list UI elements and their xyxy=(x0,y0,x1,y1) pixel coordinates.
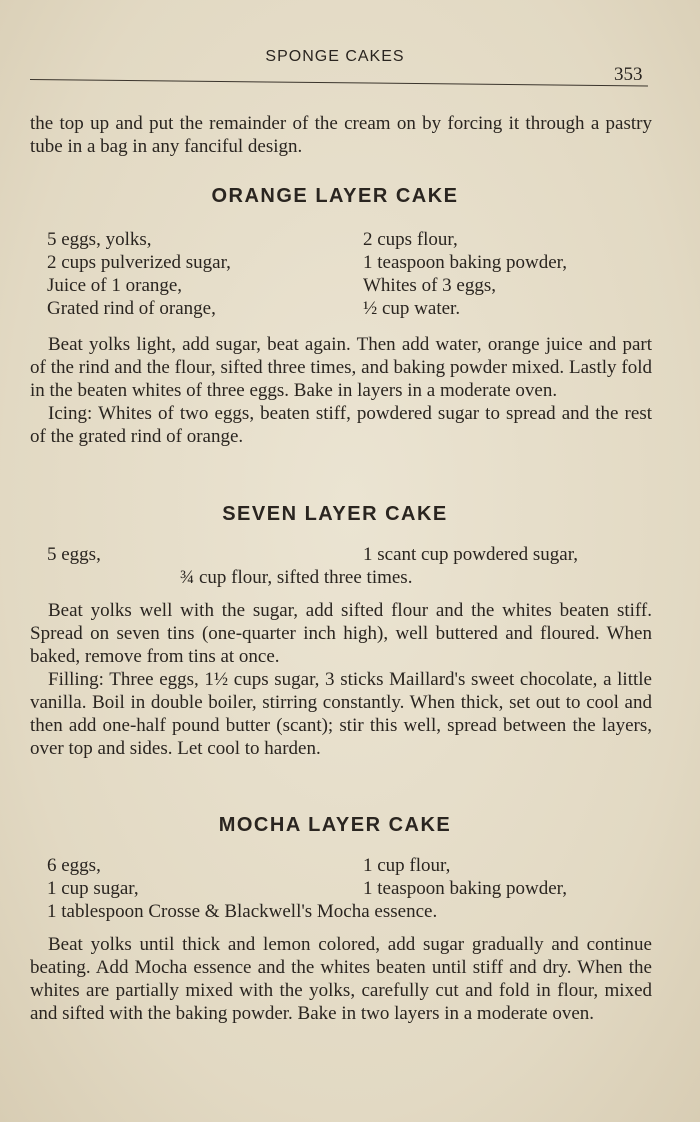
ingredient-item: 1 teaspoon baking powder, xyxy=(363,878,567,899)
icing-text: Whites of two eggs, beaten stiff, powdered sugar to spread and the rest of the grated rind of orange. xyxy=(30,403,652,447)
ingredient-item: 5 eggs, yolks, xyxy=(47,229,152,250)
intro-paragraph-block xyxy=(30,112,652,158)
ingredient-item: 2 cups flour, xyxy=(363,229,458,250)
orange-cake-heading: ORANGE LAYER CAKE xyxy=(211,185,459,207)
mocha-cake-heading: MOCHA LAYER CAKE xyxy=(218,814,452,836)
filling-text: Three eggs, 1½ cups sugar, 3 sticks Maillard's sweet chocolate, a little vanilla. Boil in double boiler, stirring constantly. When thick, set out to cool and then add one-half pound butter (scant); stir this well, spread between the layers, over top and sides. Let cool to harden. xyxy=(30,669,652,759)
running-header: SPONGE CAKES xyxy=(265,48,405,65)
filling-label: Filling: xyxy=(48,669,104,690)
mocha-method: Beat yolks until thick and lemon colored, add sugar gradually and continue beating. Add Mocha essence and the whites beaten until stiff and dry. When the whites are partially mixed with the yolks, carefully cut and fold in flour, mixed and sifted with the baking powder. Bake in two layers in a moderate oven. xyxy=(30,934,652,1024)
seven-method: Beat yolks well with the sugar, add sifted flour and the whites beaten stiff. Spread on seven tins (one-quarter inch high), well buttered and floured. When baked, remove from tins at once. xyxy=(30,600,652,667)
ingredient-row xyxy=(30,855,652,878)
ingredient-item: 1 cup sugar, xyxy=(47,878,139,899)
ingredient-item: 1 tablespoon Crosse & Blackwell's Mocha essence. xyxy=(47,901,438,922)
ingredient-item: Juice of 1 orange, xyxy=(47,275,183,296)
orange-icing xyxy=(30,402,652,448)
intro-paragraph: the top up and put the remainder of the cream on by forcing it through a pastry tube in a bag in any fanciful design. xyxy=(30,113,652,157)
ingredient-item: 1 teaspoon baking powder, xyxy=(363,252,567,273)
ingredient-item: Grated rind of orange, xyxy=(47,298,216,319)
page-number: 353 xyxy=(614,64,643,85)
ingredient-item: 6 eggs, xyxy=(47,855,101,876)
ingredient-item: ½ cup water. xyxy=(363,298,461,319)
mocha-method-block xyxy=(30,933,652,1025)
ingredient-item: Whites of 3 eggs, xyxy=(363,275,496,296)
header-rule xyxy=(30,79,648,86)
ingredient-row xyxy=(30,252,652,275)
orange-method: Beat yolks light, add sugar, beat again. Then add water, orange juice and part of the rind and the flour, sifted three times, and baking powder mixed. Lastly fold in the beaten whites of three eggs. Bake in layers in a moderate oven. xyxy=(30,334,652,401)
ingredient-row xyxy=(30,275,652,298)
ingredient-row xyxy=(30,229,652,252)
seven-filling xyxy=(30,668,652,760)
icing-label: Icing: xyxy=(48,403,93,424)
mocha-ingredients xyxy=(30,855,652,924)
ingredient-item: 5 eggs, xyxy=(47,544,101,565)
ingredient-row xyxy=(30,878,652,901)
orange-ingredients xyxy=(30,229,652,321)
ingredient-row xyxy=(30,544,652,567)
ingredient-item: 2 cups pulverized sugar, xyxy=(47,252,231,273)
ingredient-row xyxy=(30,901,652,924)
orange-method-block xyxy=(30,333,652,448)
ingredient-item: 1 cup flour, xyxy=(363,855,451,876)
ingredient-item: ¾ cup flour, sifted three times. xyxy=(180,567,413,588)
seven-ingredients xyxy=(30,544,652,590)
ingredient-row xyxy=(30,298,652,321)
seven-cake-heading: SEVEN LAYER CAKE xyxy=(222,503,448,525)
ingredient-item: 1 scant cup powdered sugar, xyxy=(363,544,579,565)
ingredient-row xyxy=(30,567,652,590)
seven-method-block xyxy=(30,599,652,760)
